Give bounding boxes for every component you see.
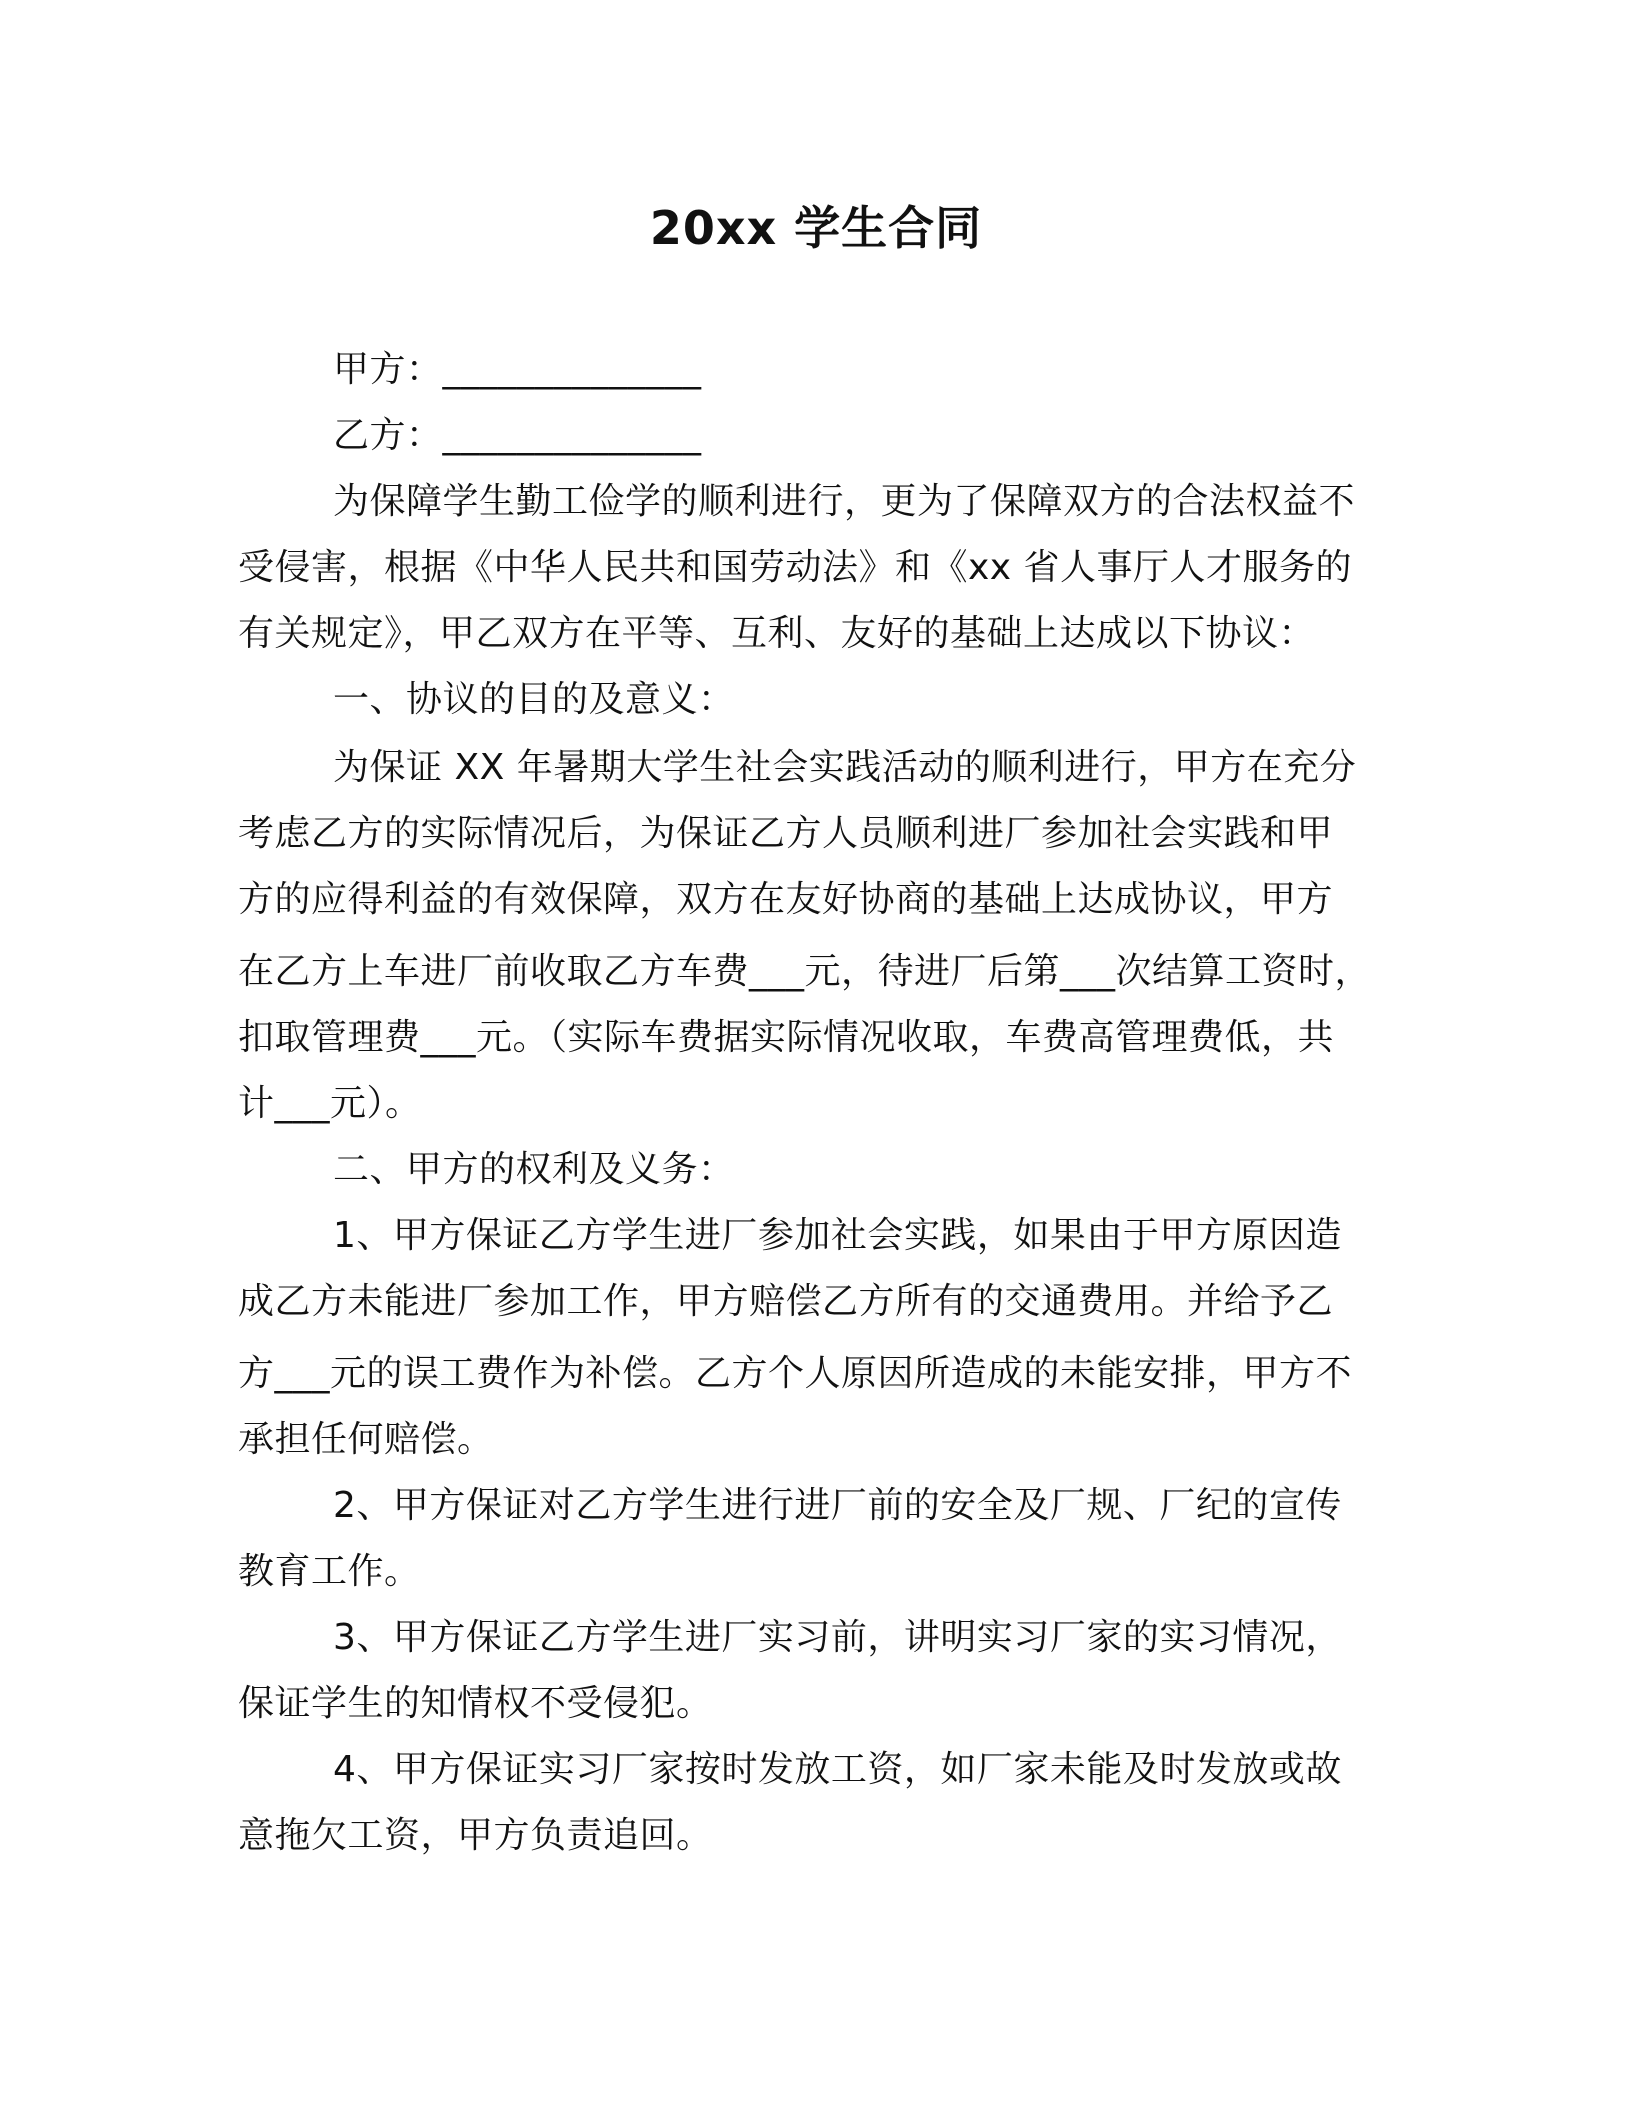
party-a-line: 甲方：______________ xyxy=(333,349,702,390)
intro-line: 为保障学生勤工俭学的顺利进行，更为了保障双方的合法权益不 xyxy=(333,481,1356,522)
section-1-line: 为保证 XX 年暑期大学生社会实践活动的顺利进行，甲方在充分 xyxy=(333,747,1357,788)
section-1-line: 计___元）。 xyxy=(238,1083,422,1124)
party-b-line: 乙方：______________ xyxy=(333,415,702,456)
section-1-line: 扣取管理费___元。（实际车费据实际情况收取，车费高管理费低，共 xyxy=(238,1017,1335,1058)
item-2-line: 教育工作。 xyxy=(238,1551,421,1592)
section-1-line: 方的应得利益的有效保障，双方在友好协商的基础上达成协议，甲方 xyxy=(238,879,1334,920)
section-1-line: 考虑乙方的实际情况后，为保证乙方人员顺利进厂参加社会实践和甲 xyxy=(238,813,1334,854)
intro-line: 受侵害，根据《中华人民共和国劳动法》和《xx 省人事厅人才服务的 xyxy=(238,547,1353,588)
item-4-line: 4、甲方保证实习厂家按时发放工资，如厂家未能及时发放或故 xyxy=(333,1749,1342,1790)
item-3-line: 3、甲方保证乙方学生进厂实习前，讲明实习厂家的实习情况， xyxy=(333,1617,1342,1658)
document-title: 20xx 学生合同 xyxy=(649,201,983,255)
item-1-line: 1、甲方保证乙方学生进厂参加社会实践，如果由于甲方原因造 xyxy=(333,1215,1342,1256)
item-2-line: 2、甲方保证对乙方学生进行进厂前的安全及厂规、厂纪的宣传 xyxy=(333,1485,1342,1526)
section-1-heading: 一、协议的目的及意义： xyxy=(333,679,735,720)
item-1-line: 方___元的误工费作为补偿。乙方个人原因所造成的未能安排，甲方不 xyxy=(238,1353,1353,1394)
item-4-line: 意拖欠工资，甲方负责追回。 xyxy=(238,1815,713,1856)
item-1-line: 成乙方未能进厂参加工作，甲方赔偿乙方所有的交通费用。并给予乙 xyxy=(238,1281,1334,1322)
item-3-line: 保证学生的知情权不受侵犯。 xyxy=(238,1683,713,1724)
section-1-line: 在乙方上车进厂前收取乙方车费___元，待进厂后第___次结算工资时， xyxy=(238,951,1372,992)
section-2-heading: 二、甲方的权利及义务： xyxy=(333,1149,735,1190)
intro-line: 有关规定》，甲乙双方在平等、互利、友好的基础上达成以下协议： xyxy=(238,613,1316,654)
item-1-line: 承担任何赔偿。 xyxy=(238,1419,494,1460)
